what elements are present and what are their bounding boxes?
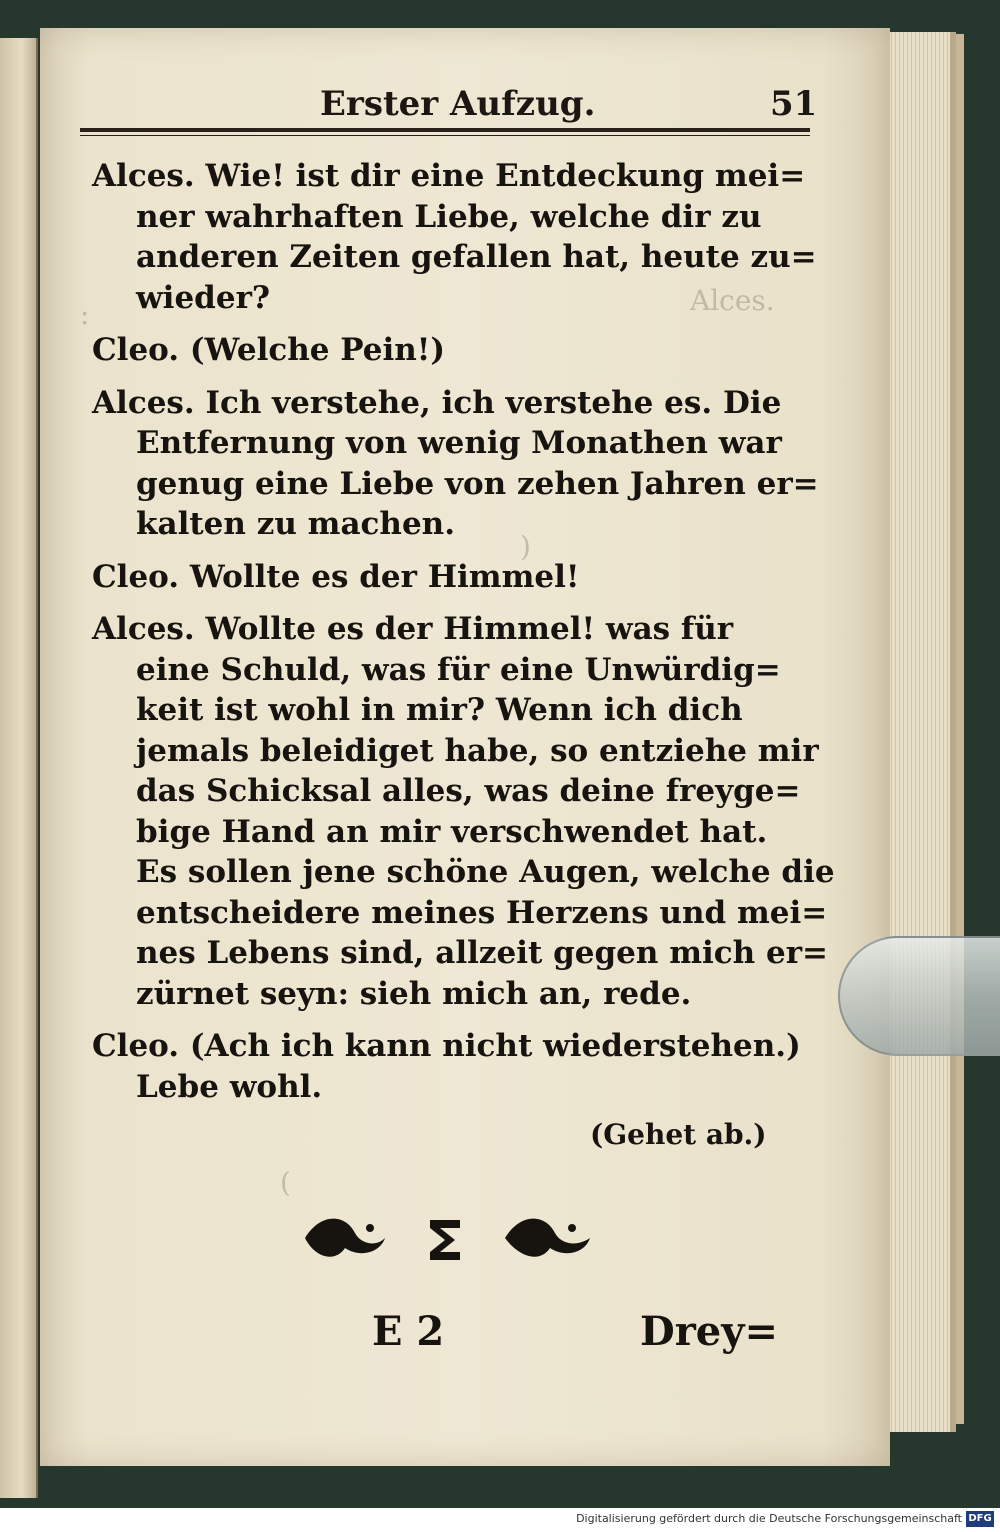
funding-credit: Digitalisierung gefördert durch die Deutsche Forschungsgemeinschaft bbox=[576, 1512, 962, 1525]
text-line: Cleo. (Ach ich kann nicht wiederstehen.) bbox=[92, 1028, 801, 1064]
header-rule-thin bbox=[80, 135, 810, 136]
left-page-edge bbox=[0, 38, 38, 1498]
text-line: genug eine Liebe von zehen Jahren er= bbox=[136, 465, 819, 502]
speech-paragraph bbox=[92, 383, 822, 545]
text-line: Cleo. Wollte es der Himmel! bbox=[92, 558, 580, 595]
page-clip bbox=[838, 936, 1000, 1056]
text-line: eine Schuld, was für eine Unwürdig= bbox=[136, 651, 781, 688]
text-line: wieder? bbox=[136, 279, 271, 316]
text-line: Alces. Ich verstehe, ich verstehe es. Die bbox=[92, 384, 782, 421]
text-line: keit ist wohl in mir? Wenn ich dich bbox=[136, 692, 743, 728]
page-number: 51 bbox=[770, 84, 818, 124]
show-through-text: : bbox=[80, 298, 90, 331]
running-title: Erster Aufzug. bbox=[320, 84, 596, 124]
speech-paragraph bbox=[92, 330, 822, 371]
speech-paragraph bbox=[92, 609, 835, 1014]
text-line: jemals beleidiget habe, so entziehe mir bbox=[136, 732, 819, 769]
text-line: entscheidere meines Herzens und mei= bbox=[136, 894, 828, 931]
speech-paragraph bbox=[92, 1026, 822, 1107]
text-line: ner wahrhaften Liebe, welche dir zu bbox=[136, 198, 762, 235]
fleuron-ornament-icon bbox=[300, 1208, 600, 1268]
text-line: Es sollen jene schöne Augen, welche die bbox=[136, 854, 835, 890]
text-line: kalten zu machen. bbox=[136, 506, 456, 542]
stage-direction: (Gehet ab.) bbox=[590, 1118, 767, 1151]
speech-paragraph bbox=[92, 156, 822, 318]
text-line: Lebe wohl. bbox=[136, 1068, 323, 1105]
speech-paragraph bbox=[92, 557, 822, 598]
signature-mark: E 2 bbox=[372, 1308, 445, 1355]
text-line: zürnet seyn: sieh mich an, rede. bbox=[136, 975, 692, 1012]
text-line: anderen Zeiten gefallen hat, heute zu= bbox=[136, 239, 817, 275]
footer-bar bbox=[0, 1508, 1000, 1532]
show-through-text: ( bbox=[280, 1166, 291, 1199]
text-line: Cleo. (Welche Pein!) bbox=[92, 332, 446, 368]
text-line: das Schicksal alles, was deine freyge= bbox=[136, 773, 801, 809]
body-text bbox=[92, 156, 835, 1119]
text-line: bige Hand an mir verschwendet hat. bbox=[136, 813, 768, 850]
text-line: nes Lebens sind, allzeit gegen mich er= bbox=[136, 935, 829, 971]
dfg-logo-icon: DFG bbox=[966, 1511, 994, 1527]
text-line: Alces. Wollte es der Himmel! was für bbox=[92, 611, 734, 647]
show-through-text: Alces. bbox=[690, 284, 775, 317]
show-through-text: ) bbox=[520, 530, 531, 563]
header-rule bbox=[80, 128, 810, 132]
text-line: Alces. Wie! ist dir eine Entdeckung mei= bbox=[92, 158, 806, 194]
page-stack-edges bbox=[880, 32, 956, 1432]
catchword: Drey= bbox=[640, 1308, 778, 1355]
text-line: Entfernung von wenig Monathen war bbox=[136, 425, 782, 461]
